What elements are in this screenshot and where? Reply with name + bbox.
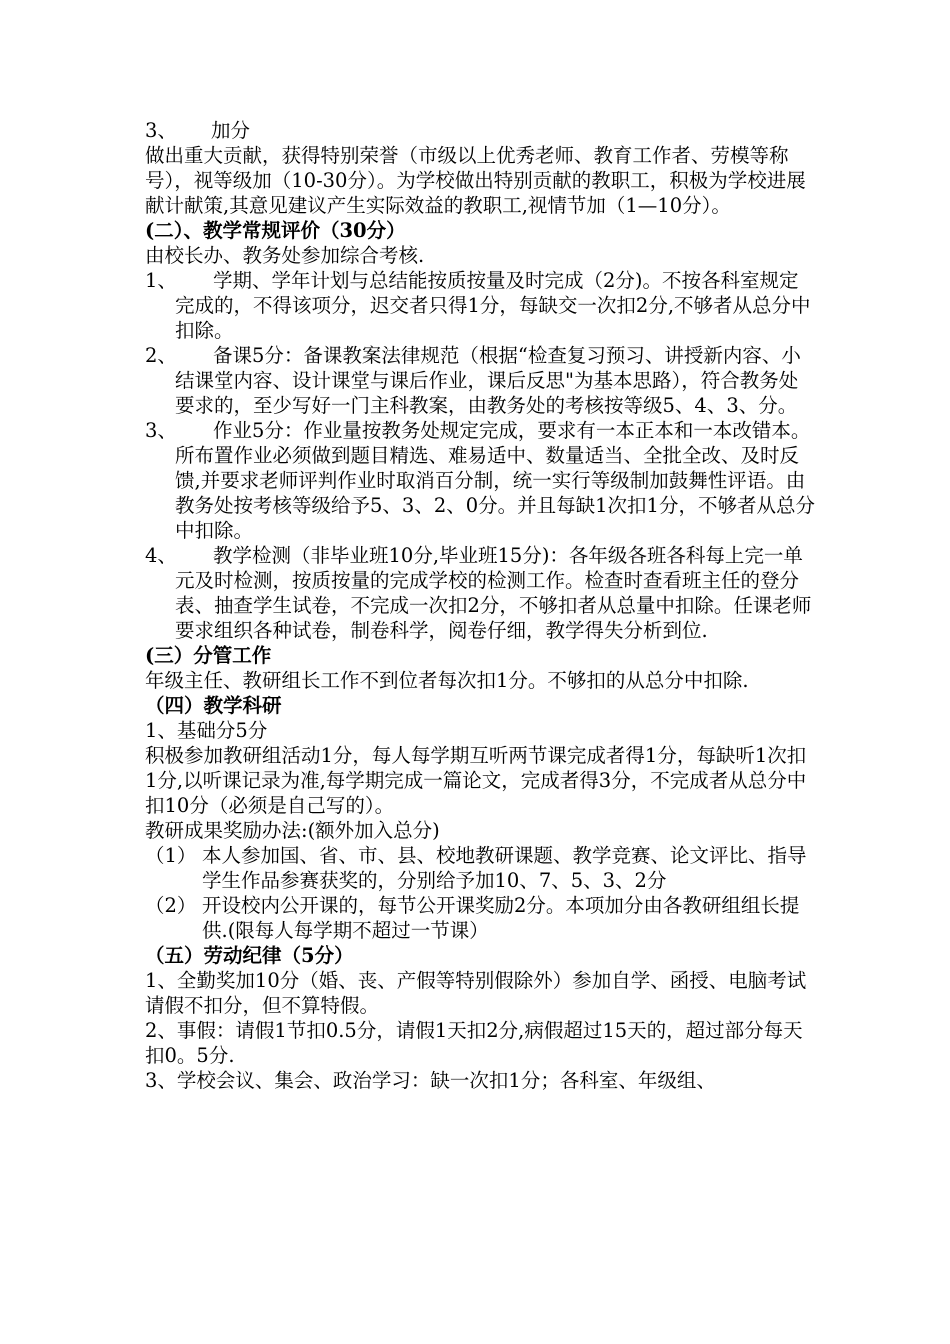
list-item-text: 备课5分：备课教案法律规范（根据“检查复习预习、讲授新内容、小结课堂内容、设计课堂与课后作业，课后反思"为基本思路），符合教务处要求的，至少写好一门主科教案，由教务处的考核按等级5、4、3、分。: [175, 344, 801, 417]
section-3-heading: [145, 118, 815, 143]
research-basic-body: 积极参加教研组活动1分，每人每学期互听两节课完成者得1分，每缺听1次扣1分,以听课记录为准,每学期完成一篇论文，完成者得3分，不完成者从总分中扣10分（必须是自己写的）。: [145, 744, 807, 817]
section-3-number: 3、: [145, 119, 177, 142]
list-item: [145, 893, 815, 943]
list-item: [145, 543, 815, 643]
list-item-number: 3、: [145, 419, 177, 442]
management-work-body: 年级主任、教研组长工作不到位者每次扣1分。不够扣的从总分中扣除.: [145, 669, 749, 692]
list-item-number: 4、: [145, 544, 177, 567]
list-item-text: 学期、学年计划与总结能按质按量及时完成（2分)。不按各科室规定完成的，不得该项分，迟交者只得1分，每缺交一次扣2分,不够者从总分中扣除。: [175, 269, 811, 342]
list-item: [145, 843, 815, 893]
heading-management-work: (三）分管工作: [145, 644, 272, 667]
labor-discipline-item-2: 2、事假：请假1节扣0.5分，请假1天扣2分,病假超过15天的，超过部分每天扣0。5分.: [145, 1019, 803, 1067]
list-item-text: 作业5分：作业量按教务处规定完成，要求有一本正本和一本改错本。所布置作业必须做到题目精选、难易适中、数量适当、全批全改、及时反馈,并要求老师评判作业时取消百分制，统一实行等级制加鼓舞性评语。由教务处按考核等级给予5、3、2、0分。并且每缺1次扣1分，不够者从总分中扣除。: [175, 419, 815, 542]
heading-labor-discipline: （五）劳动纪律（5分）: [145, 944, 354, 967]
teaching-routine-intro: 由校长办、教务处参加综合考核.: [145, 244, 425, 267]
list-item-text: 开设校内公开课的，每节公开课奖励2分。本项加分由各教研组组长提供.(限每人每学期不超过一节课）: [202, 894, 800, 942]
research-reward-heading: 教研成果奖励办法:(额外加入总分): [145, 819, 440, 842]
labor-discipline-item-3: 3、学校会议、集会、政治学习：缺一次扣1分；各科室、年级组、: [145, 1069, 716, 1092]
list-item-number: （1）: [145, 844, 197, 867]
list-item-number: 2、: [145, 344, 177, 367]
list-item: [145, 418, 815, 543]
heading-teaching-routine: (二）、教学常规评价（30分）: [145, 219, 406, 242]
list-item-number: （2）: [145, 894, 197, 917]
document-page: [145, 118, 815, 1093]
section-3-body: 做出重大贡献，获得特别荣誉（市级以上优秀老师、教育工作者、劳模等称号），视等级加（10-30分）。为学校做出特别贡献的教职工，积极为学校进展献计献策,其意见建议产生实际效益的教职工,视情节加（1—10分）。: [145, 144, 806, 217]
list-item-number: 1、: [145, 269, 177, 292]
list-item-text: 本人参加国、省、市、县、校地教研课题、教学竞赛、论文评比、指导学生作品参赛获奖的，分别给予加10、7、5、3、2分: [202, 844, 807, 892]
list-item: [145, 268, 815, 343]
list-item-text: 教学检测（非毕业班10分,毕业班15分)：各年级各班各科每上完一单元及时检测，按质按量的完成学校的检测工作。检查时查看班主任的登分表、抽查学生试卷，不完成一次扣2分，不够扣者从总量中扣除。任课老师要求组织各种试卷，制卷科学，阅卷仔细，教学得失分析到位.: [175, 544, 812, 642]
heading-teaching-research: （四）教学科研: [145, 694, 282, 717]
list-item: [145, 343, 815, 418]
research-basic-score: 1、基础分5分: [145, 719, 268, 742]
labor-discipline-item-1: 1、全勤奖加10分（婚、丧、产假等特别假除外）参加自学、函授、电脑考试请假不扣分，但不算特假。: [145, 969, 807, 1017]
section-3-title: 加分: [211, 119, 251, 142]
